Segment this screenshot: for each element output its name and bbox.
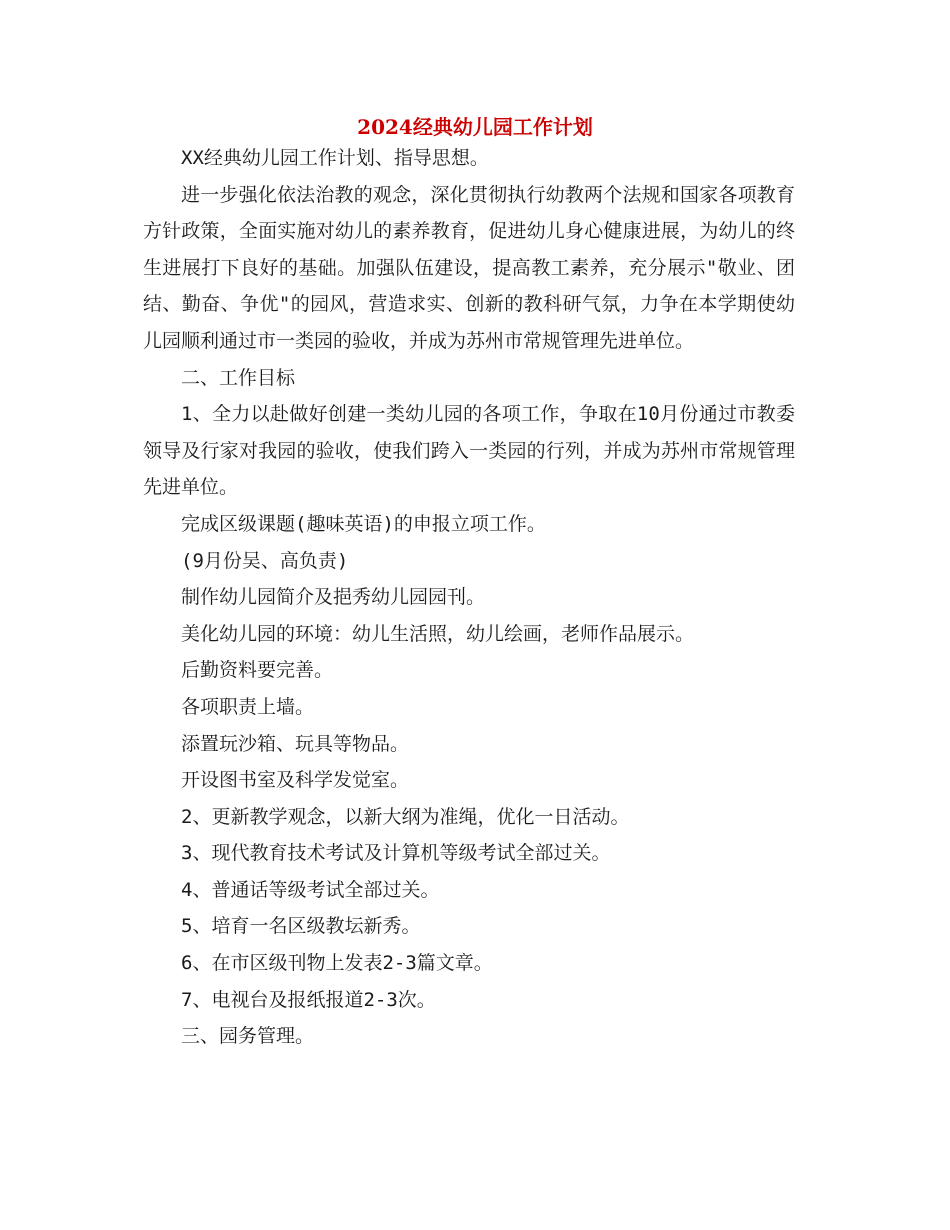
paragraph-1: XX经典幼儿园工作计划、指导思想。 (181, 147, 489, 169)
list-item-2: 2、更新教学观念，以新大纲为准绳，优化一日活动。 (181, 805, 630, 828)
paragraph-9: 各项职责上墙。 (181, 695, 315, 718)
list-item-3: 3、现代教育技术考试及计算机等级考试全部过关。 (181, 842, 611, 865)
paragraph-11: 开设图书室及科学发觉室。 (181, 769, 410, 792)
document-title: 2024经典幼儿园工作计划 (357, 115, 593, 139)
section-heading-management: 三、园务管理。 (181, 1025, 315, 1048)
paragraph-8: 后勤资料要完善。 (181, 659, 334, 682)
paragraph-4: 完成区级课题(趣味英语)的申报立项工作。 (181, 512, 546, 535)
paragraph-10: 添置玩沙箱、玩具等物品。 (181, 732, 410, 755)
paragraph-6: 制作幼儿园简介及挹秀幼儿园园刊。 (181, 586, 486, 609)
list-item-5: 5、培育一名区级教坛新秀。 (181, 915, 421, 938)
section-heading-goals: 二、工作目标 (181, 366, 296, 389)
document-body (143, 140, 795, 1055)
list-item-6: 6、在市区级刊物上发表2-3篇文章。 (181, 952, 493, 975)
list-item-7: 7、电视台及报纸报道2-3次。 (181, 988, 436, 1011)
paragraph-5: (9月份吴、高负责) (181, 549, 349, 572)
paragraph-7: 美化幼儿园的环境：幼儿生活照，幼儿绘画，老师作品展示。 (181, 622, 695, 645)
paragraph-3: 1、全力以赴做好创建一类幼儿园的各项工作，争取在10月份通过市教委领导及行家对我园的验收，使我们跨入一类园的行列，并成为苏州市常规管理先进单位。 (143, 403, 795, 499)
paragraph-2: 进一步强化依法治教的观念，深化贯彻执行幼教两个法规和国家各项教育方针政策，全面实施对幼儿的素养教育，促进幼儿身心健康进展，为幼儿的终生进展打下良好的基础。加强队伍建设，提高教工素养，充分展示"敬业、团结、勤奋、争优"的园风，营造求实、创新的教科研气氛，力争在本学期使幼儿园顺利通过市一类园的验收，并成为苏州市常规管理先进单位。 (143, 183, 795, 352)
list-item-4: 4、普通话等级考试全部过关。 (181, 878, 440, 901)
